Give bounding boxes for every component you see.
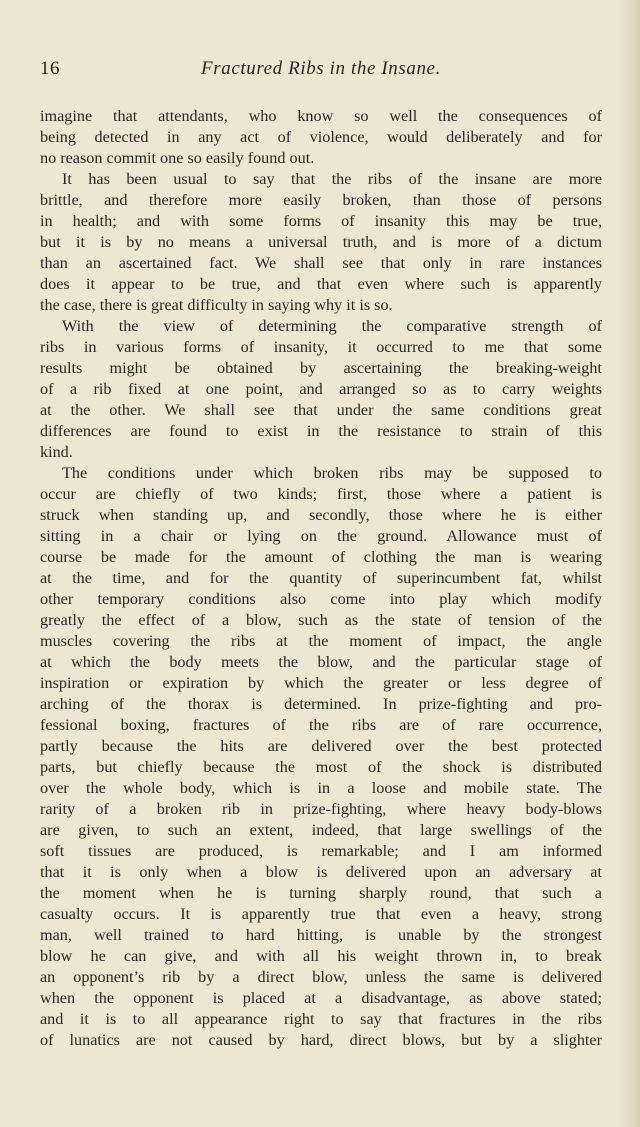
running-title: Fractured Ribs in the Insane. — [201, 58, 441, 79]
text-line: that it is only when a blow is delivered upon an adversary at — [40, 863, 602, 881]
body-text — [40, 106, 602, 1051]
text-line: but it is by no means a universal truth, and is more of a dictum — [40, 233, 602, 251]
text-line: other temporary conditions also come into play which modify — [40, 590, 602, 608]
text-line: With the view of determining the comparative strength of — [62, 317, 602, 335]
text-line: results might be obtained by ascertaining the breaking-weight — [40, 359, 602, 377]
text-line: soft tissues are produced, is remarkable; and I am informed — [40, 842, 602, 860]
text-line: in health; and with some forms of insanity this may be true, — [40, 212, 602, 230]
text-line: at the time, and for the quantity of superincumbent fat, whilst — [40, 569, 602, 587]
text-line: muscles covering the ribs at the moment of impact, the angle — [40, 632, 602, 650]
text-line: an opponent’s rib by a direct blow, unless the same is delivered — [40, 968, 602, 986]
text-line: of lunatics are not caused by hard, direct blows, but by a slighter — [40, 1031, 602, 1049]
text-line: The conditions under which broken ribs may be supposed to — [62, 464, 602, 482]
text-line: casualty occurs. It is apparently true that even a heavy, strong — [40, 905, 602, 923]
text-line: blow he can give, and with all his weight thrown in, to break — [40, 947, 602, 965]
text-line: at which the body meets the blow, and the particular stage of — [40, 653, 602, 671]
text-line: parts, but chiefly because the most of the shock is distributed — [40, 758, 602, 776]
text-line: does it appear to be true, and that even where such is apparently — [40, 275, 602, 293]
text-line: ribs in various forms of insanity, it occurred to me that some — [40, 338, 602, 356]
text-line: It has been usual to say that the ribs of the insane are more — [62, 170, 602, 188]
text-line: the case, there is great difficulty in saying why it is so. — [40, 296, 393, 314]
text-line: arching of the thorax is determined. In prize-fighting and pro- — [40, 695, 602, 713]
text-line: sitting in a chair or lying on the ground. Allowance must of — [40, 527, 602, 545]
text-line: differences are found to exist in the resistance to strain of this — [40, 422, 602, 440]
text-line: over the whole body, which is in a loose and mobile state. The — [40, 779, 602, 797]
text-line: struck when standing up, and secondly, those where he is either — [40, 506, 602, 524]
text-line: at the other. We shall see that under the same conditions great — [40, 401, 602, 419]
text-line: are given, to such an extent, indeed, that large swellings of the — [40, 821, 602, 839]
text-line: rarity of a broken rib in prize-fighting, where heavy body-blows — [40, 800, 602, 818]
text-line: inspiration or expiration by which the greater or less degree of — [40, 674, 602, 692]
page-header — [40, 58, 602, 82]
text-line: than an ascertained fact. We shall see that only in rare instances — [40, 254, 602, 272]
text-line: course be made for the amount of clothing the man is wearing — [40, 548, 602, 566]
text-line: kind. — [40, 443, 73, 461]
text-line: man, well trained to hard hitting, is unable by the strongest — [40, 926, 602, 944]
text-line: imagine that attendants, who know so well the consequences of — [40, 107, 602, 125]
text-line: of a rib fixed at one point, and arranged so as to carry weights — [40, 380, 602, 398]
text-line: the moment when he is turning sharply round, that such a — [40, 884, 602, 902]
text-line: occur are chiefly of two kinds; first, those where a patient is — [40, 485, 602, 503]
text-line: when the opponent is placed at a disadvantage, as above stated; — [40, 989, 602, 1007]
page-number: 16 — [40, 58, 60, 79]
text-line: greatly the effect of a blow, such as the state of tension of the — [40, 611, 602, 629]
text-line: brittle, and therefore more easily broken, than those of persons — [40, 191, 602, 209]
text-line: no reason commit one so easily found out. — [40, 149, 315, 167]
text-line: being detected in any act of violence, would deliberately and for — [40, 128, 602, 146]
text-line: partly because the hits are delivered over the best protected — [40, 737, 602, 755]
text-line: fessional boxing, fractures of the ribs are of rare occurrence, — [40, 716, 602, 734]
page-edge-shadow — [618, 0, 640, 1127]
text-line: and it is to all appearance right to say that fractures in the ribs — [40, 1010, 602, 1028]
